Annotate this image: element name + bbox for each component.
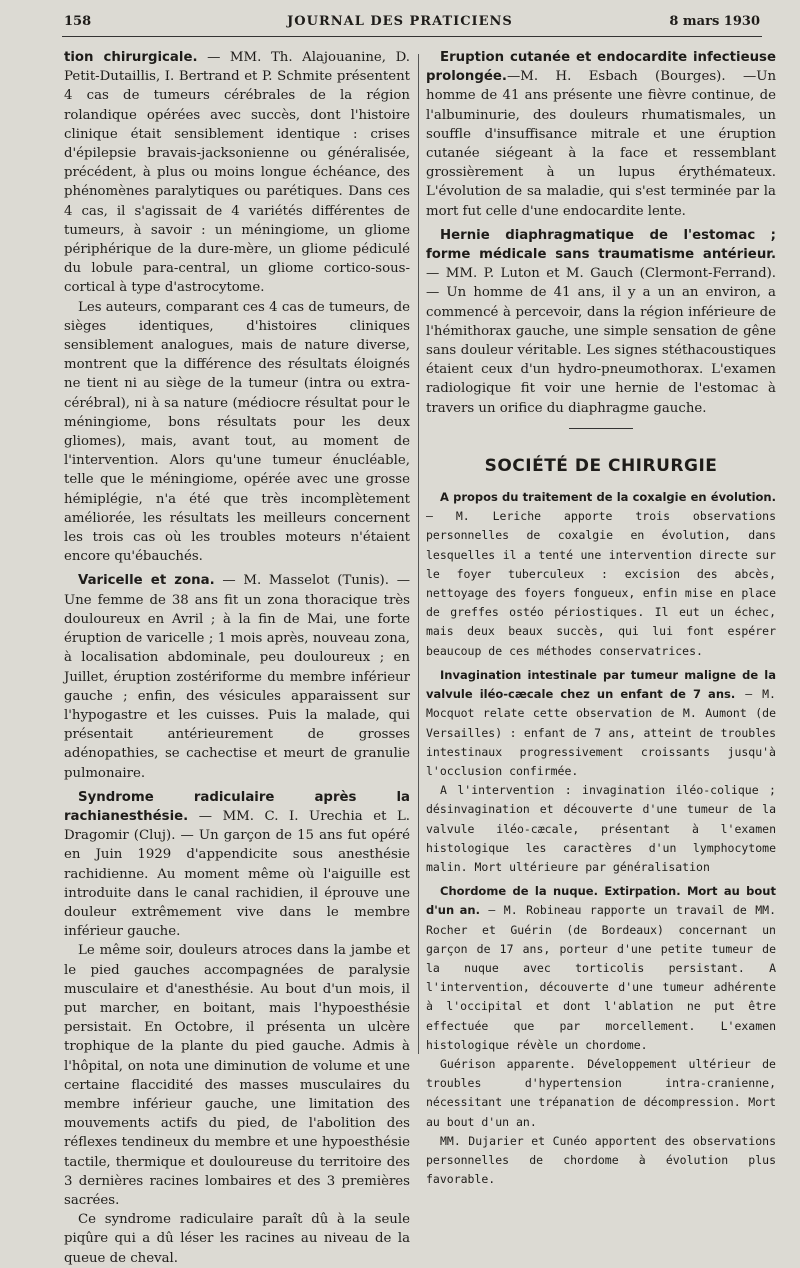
section-divider [569,428,633,429]
column-separator [418,54,419,1054]
article-title: Invagination intestinale par tumeur maligne de la valvule iléo-cæcale chez un enfant de 7 ans. [426,667,776,702]
article-title: Eruption cutanée et endocardite infectieuse prolongée. [426,50,776,85]
article-coxalgie: A propos du traitement de la coxalgie en évolution. — M. Leriche apporte trois observations personnelles de coxalgie en évolution, dans lesquelles il a tenté une intervention directe sur le foyer tuberculeux : excision des abcès, nettoyage des foyers fongueux, enfin mise en place de greffes ostéo périostiques. Il eut un échec, mais deux beaux succès, qui lui font espérer beaucoup de ces méthodes conservatrices. [426,490,776,658]
article-title: Varicelle et zona. [78,573,215,589]
authors: — MM. Th. Alajouanine, D. Petit-Dutaillis, I. Bertrand et P. Schmite [64,50,410,85]
article-title: Syndrome radiculaire après la rachianesthésie. [64,789,410,824]
article-title: A propos du traitement de la coxalgie en évolution. [440,490,776,505]
society-heading: SOCIÉTÉ DE CHIRURGIE [484,455,718,476]
authors: — M. Leriche [426,509,542,524]
article-chordome: Chordome de la nuque. Extirpation. Mort au bout d'un an. — M. Robineau rapporte un travail de MM. Rocher et Guérin (de Bordeaux) concernant un garçon de 17 ans, porteur d'une petite tumeur de la nuque avec torticolis persistant. A l'intervention, découverte d'une tumeur adhérente à l'occipital et dont l'ablation ne put être effectuée que par morcellement. L'examen histologique révèle un chordome. [426,884,776,1052]
journal-title: JOURNAL DES PRATICIENS [287,14,513,29]
article-varicelle-zona: Varicelle et zona. — M. Masselot (Tunis). — Une femme de 38 ans fit un zona thoracique très douloureux en Avril ; à la fin de Mai, une forte éruption de varicelle ; 1 mois après, nouveau zona, à localisation abdominale, peu douloureux ; en Juillet, éruption zostériforme du membre inférieur gauche ; enfin, des vésicules apparaissent sur l'hypogastre et les cuisses. Puis la malade, qui présentait antérieurement de grosses adénopathies, se cachectise et meurt de granulie pulmonaire. [64,573,410,781]
paragraph: A l'intervention : invagination iléo-colique ; désinvagination et découverte d'une tumeur de la valvule iléo-cæcale, présentant à l'examen histologique les caractères d'un lymphocytome malin. Mort ultérieure par généralisation [426,783,776,874]
right-column [426,48,776,1189]
left-column [64,48,410,1268]
page-number: 158 [64,14,92,29]
paragraph: MM. Dujarier et Cunéo apportent des observations personnelles de chordome à évolution plus favorable. [426,1133,776,1187]
article-title: Hernie diaphragmatique de l'estomac ; forme médicale sans traumatisme antérieur. [426,227,776,263]
running-header [0,10,800,34]
article-invagination: Invagination intestinale par tumeur maligne de la valvule iléo-cæcale chez un enfant de 7 ans. — M. Mocquot relate cette observation de M. Aumont (de Versailles) : enfant de 7 ans, atteint de troubles intestinaux progressivement croissants jusqu'à l'occlusion confirmée. [426,667,776,778]
article-title: Chordome de la nuque. Extirpation. Mort au bout d'un an. [426,884,776,918]
paragraph: Les auteurs, comparant ces 4 cas de tumeurs, de sièges identiques, d'histoires cliniques sensiblement analogues, mais de nature diverse, montrent que la différence des résultats éloignés ne tient ni au siège de la tumeur (intra ou extra-cérébral), ni à sa nature (médiocre résultat pour le méningiome, bons résultats pour les deux gliomes), mais, avant tout, au moment de l'intervention. Alors qu'une tumeur énucléable, telle que le méningiome, opérée avec une grosse hémiplégie, n'a été que très incomplètement améliorée, les résultats les meilleurs concernent les trois cas où les troubles moteurs n'étaient encore qu'ébauchés. [64,299,410,565]
article-rolandic-tumours: tion chirurgicale. — MM. Th. Alajouanine, D. Petit-Dutaillis, I. Bertrand et P. Schmite présentent 4 cas de tumeurs cérébrales de la région rolandique opérées avec succès, dont l'histoire clinique était sensiblement identique : crises d'épilepsie bravais-jacksonienne ou généralisée, précédent, à plus ou moins longue échéance, des phénomènes paralytiques ou parétiques. Dans ces 4 cas, il s'agissait de 4 variétés différentes de tumeurs, à savoir : un méningiome, un gliome périphérique de la dure-mère, un gliome pédiculé du lobule para-central, un gliome cortico-sous-cortical à type d'astrocytome. [64,50,410,296]
article-eruption-endocardite: Eruption cutanée et endocardite infectieuse prolongée.—M. H. Esbach (Bourges). —Un homme de 41 ans présente une fièvre continue, de l'albuminurie, des douleurs rhumatismales, un souffle d'insuffisance mitrale et une éruption cutanée siégeant à la face et ressemblant grossièrement à un lupus érythémateux. L'évolution de sa maladie, qui s'est terminée par la mort fut celle d'une endocardite lente. [426,50,777,219]
authors: — M. Mocquot relate cette observation de M. Aumont (de Versailles) [426,687,776,740]
authors: — M. Robineau rapporte un travail de MM. Rocher et Guérin (de Bordeaux) [426,903,776,937]
authors: —M. H. Esbach (Bourges). [506,69,726,85]
issue-date: 8 mars 1930 [669,14,760,29]
header-rule [62,36,762,37]
paragraph: Guérison apparente. Développement ultérieur de troubles d'hypertension intra-cranienne, nécessitant une trépanation de décompression. Mort au bout d'un an. [426,1056,776,1129]
paragraph: Le même soir, douleurs atroces dans la jambe et le pied gauches accompagnées de paralysie musculaire et d'anesthésie. Au bout d'un mois, il put marcher, en boitant, mais l'hypoesthésie persistait. En Octobre, il présenta un ulcère trophique de la plante du pied gauche. Admis à l'hôpital, on nota une diminution de volume et une certaine flaccidité des masses musculaires du membre inférieur gauche, une limitation des mouvements actifs du pied, de l'abolition des réflexes tendineux du membre et une hypoesthésie tactile, thermique et douloureuse du territoire des 3 dernières racines lombaires et des 3 premières sacrées. [64,943,410,1208]
authors: — M. Masselot (Tunis). [214,573,389,589]
article-hernie-diaphragmatique: Hernie diaphragmatique de l'estomac ; forme médicale sans traumatisme antérieur. — MM. P. Luton et M. Gauch (Clermont-Ferrand). — Un homme de 41 ans, il y a un an environ, a commencé à percevoir, dans la région inférieure de l'hémithorax gauche, une simple sensation de gêne sans douleur véritable. Les signes stéthacoustiques étaient ceux d'un hydro-pneumothorax. L'examen radiologique fit voir une hernie de l'estomac à travers un orifice du diaphragme gauche. [426,227,776,416]
authors: — MM. C. I. Urechia et L. Dragomir (Cluj). [64,808,410,844]
article-syndrome-radiculaire: Syndrome radiculaire après la rachianesthésie. — MM. C. I. Urechia et L. Dragomir (Cluj). — Un garçon de 15 ans fut opéré en Juin 1929 d'appendicite sous anesthésie rachidienne. Au moment même où l'aiguille est introduite dans le canal rachidien, il éprouve une douleur extrêmement vive dans le membre inférieur gauche. [64,789,410,940]
paragraph: Ce syndrome radiculaire paraît dû à la seule piqûre qui a dû léser les racines au niveau de la queue de cheval. [64,1212,410,1266]
society-reports [426,488,776,1189]
authors: — MM. P. Luton et M. Gauch (Clermont-Ferrand). [426,266,776,282]
